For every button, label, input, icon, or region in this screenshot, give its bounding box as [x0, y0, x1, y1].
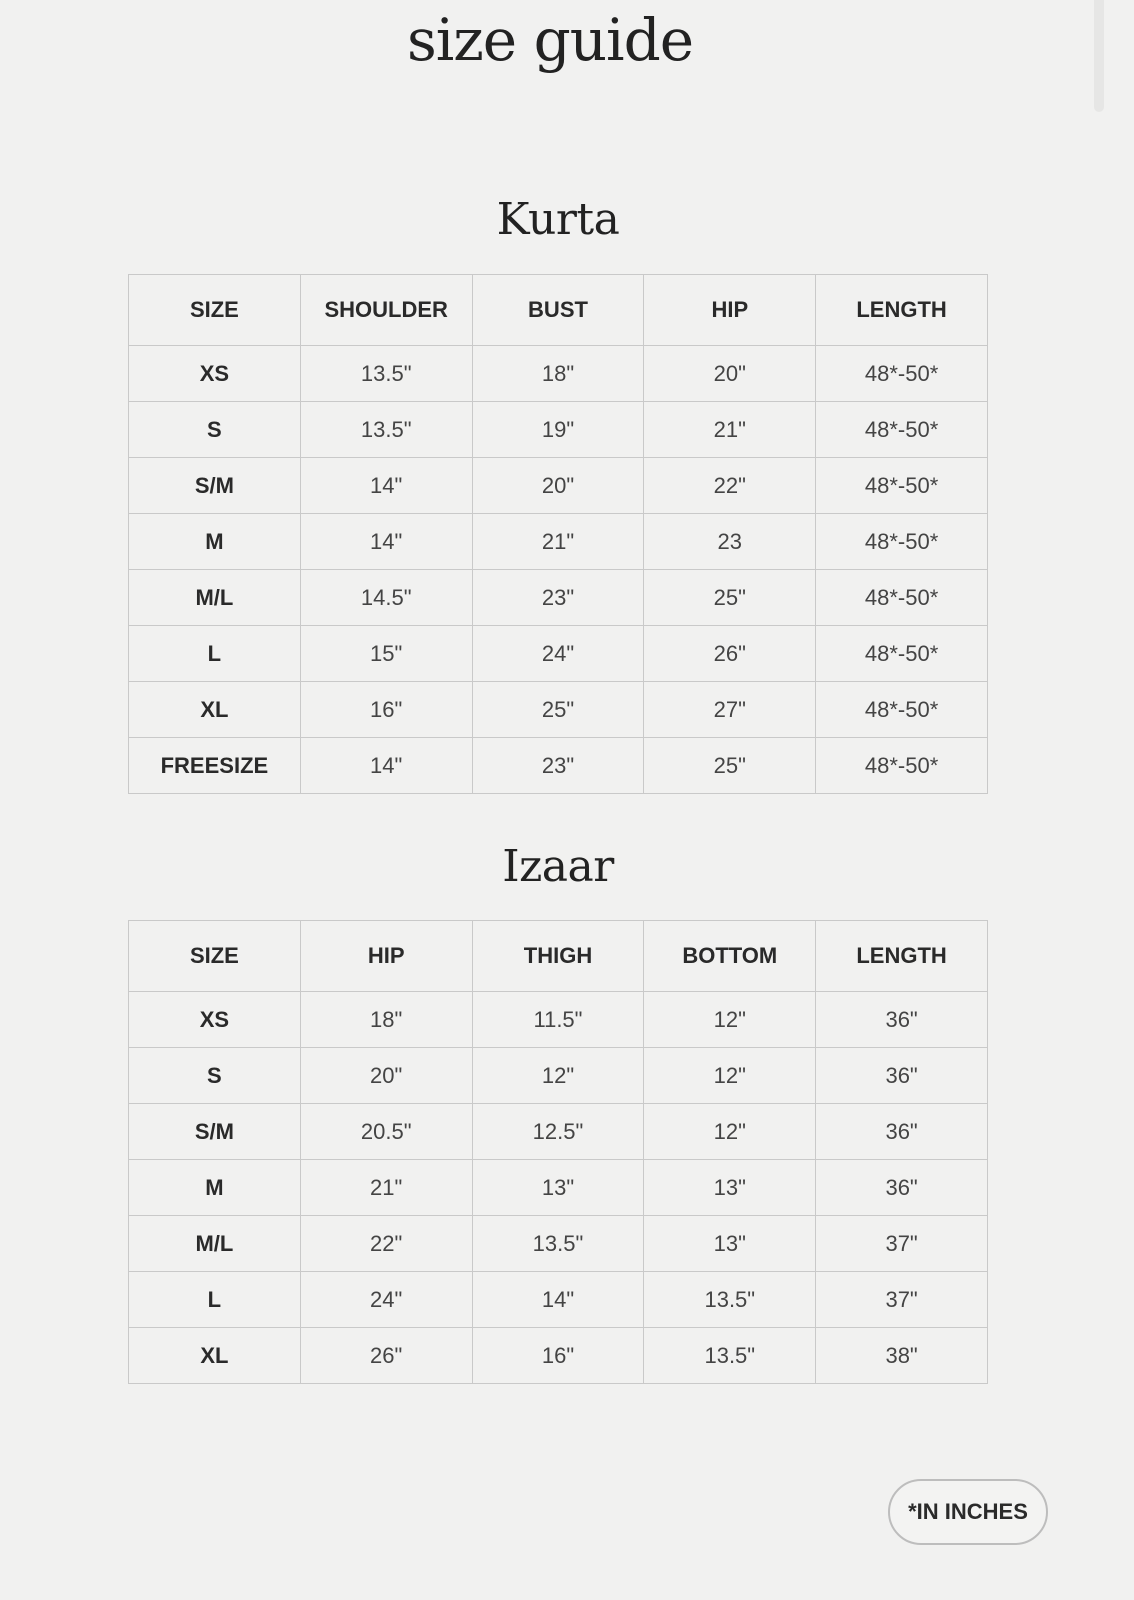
size-cell: XS [129, 346, 301, 402]
units-note-badge[interactable]: *IN INCHES [888, 1479, 1048, 1545]
table-row [129, 458, 988, 514]
table-cell: 48*-50* [816, 346, 988, 402]
table-cell: 14" [300, 458, 472, 514]
table-cell: 36" [816, 1160, 988, 1216]
size-cell: M [129, 1160, 301, 1216]
table-cell: 18" [472, 346, 644, 402]
table-cell: 24" [300, 1272, 472, 1328]
size-cell: FREESIZE [129, 738, 301, 794]
table-cell: 12" [644, 1048, 816, 1104]
table-header-row [129, 921, 988, 992]
table-row [129, 1328, 988, 1384]
column-header-thigh: THIGH [472, 921, 644, 992]
table-cell: 18" [300, 992, 472, 1048]
column-header-bottom: BOTTOM [644, 921, 816, 992]
table-row [129, 682, 988, 738]
table-row [129, 1160, 988, 1216]
table-cell: 23" [472, 738, 644, 794]
table-cell: 26" [300, 1328, 472, 1384]
table-cell: 13.5" [644, 1272, 816, 1328]
scrollbar[interactable] [1094, 0, 1104, 112]
column-header-hip: HIP [644, 275, 816, 346]
size-cell: L [129, 1272, 301, 1328]
table-row [129, 402, 988, 458]
column-header-size: SIZE [129, 275, 301, 346]
table-cell: 48*-50* [816, 682, 988, 738]
table-cell: 19" [472, 402, 644, 458]
size-cell: XL [129, 1328, 301, 1384]
table-row [129, 1048, 988, 1104]
column-header-shoulder: SHOULDER [300, 275, 472, 346]
table-cell: 48*-50* [816, 738, 988, 794]
izaar-section-title: Izaar [502, 841, 614, 892]
table-header-row [129, 275, 988, 346]
table-cell: 16" [300, 682, 472, 738]
table-cell: 48*-50* [816, 514, 988, 570]
table-cell: 48*-50* [816, 402, 988, 458]
table-row [129, 626, 988, 682]
table-cell: 14" [300, 514, 472, 570]
table-cell: 21" [644, 402, 816, 458]
size-cell: M [129, 514, 301, 570]
column-header-length: LENGTH [816, 275, 988, 346]
table-cell: 12" [644, 992, 816, 1048]
table-row [129, 738, 988, 794]
table-row [129, 570, 988, 626]
table-cell: 22" [644, 458, 816, 514]
table-cell: 27" [644, 682, 816, 738]
table-cell: 37" [816, 1272, 988, 1328]
table-row [129, 514, 988, 570]
table-cell: 12" [472, 1048, 644, 1104]
table-cell: 25" [644, 570, 816, 626]
table-cell: 12" [644, 1104, 816, 1160]
table-row [129, 346, 988, 402]
size-cell: S [129, 402, 301, 458]
table-cell: 20" [472, 458, 644, 514]
size-cell: M/L [129, 570, 301, 626]
table-cell: 26" [644, 626, 816, 682]
table-cell: 25" [472, 682, 644, 738]
table-cell: 20" [300, 1048, 472, 1104]
table-cell: 13.5" [300, 346, 472, 402]
table-cell: 21" [300, 1160, 472, 1216]
table-cell: 48*-50* [816, 626, 988, 682]
size-cell: XL [129, 682, 301, 738]
table-cell: 25" [644, 738, 816, 794]
table-cell: 14.5" [300, 570, 472, 626]
size-cell: S/M [129, 458, 301, 514]
table-cell: 23" [472, 570, 644, 626]
table-cell: 36" [816, 992, 988, 1048]
table-cell: 14" [472, 1272, 644, 1328]
column-header-hip: HIP [300, 921, 472, 992]
table-cell: 12.5" [472, 1104, 644, 1160]
table-cell: 20.5" [300, 1104, 472, 1160]
table-cell: 48*-50* [816, 570, 988, 626]
table-cell: 36" [816, 1048, 988, 1104]
table-cell: 15" [300, 626, 472, 682]
table-row [129, 1216, 988, 1272]
size-cell: S [129, 1048, 301, 1104]
page-title: size guide [406, 6, 694, 74]
table-cell: 13.5" [644, 1328, 816, 1384]
table-cell: 14" [300, 738, 472, 794]
size-cell: L [129, 626, 301, 682]
size-cell: S/M [129, 1104, 301, 1160]
table-cell: 37" [816, 1216, 988, 1272]
kurta-section-title: Kurta [496, 194, 620, 245]
table-cell: 22" [300, 1216, 472, 1272]
column-header-bust: BUST [472, 275, 644, 346]
table-row [129, 992, 988, 1048]
table-cell: 13.5" [300, 402, 472, 458]
izaar-size-table [128, 920, 988, 1384]
column-header-length: LENGTH [816, 921, 988, 992]
table-cell: 13.5" [472, 1216, 644, 1272]
table-cell: 11.5" [472, 992, 644, 1048]
size-cell: M/L [129, 1216, 301, 1272]
table-cell: 16" [472, 1328, 644, 1384]
table-cell: 20" [644, 346, 816, 402]
table-cell: 36" [816, 1104, 988, 1160]
table-row [129, 1272, 988, 1328]
table-cell: 23 [644, 514, 816, 570]
table-cell: 38" [816, 1328, 988, 1384]
table-cell: 13" [644, 1160, 816, 1216]
kurta-size-table [128, 274, 988, 794]
table-cell: 48*-50* [816, 458, 988, 514]
table-cell: 13" [644, 1216, 816, 1272]
table-cell: 21" [472, 514, 644, 570]
column-header-size: SIZE [129, 921, 301, 992]
table-cell: 24" [472, 626, 644, 682]
table-row [129, 1104, 988, 1160]
size-cell: XS [129, 992, 301, 1048]
table-cell: 13" [472, 1160, 644, 1216]
